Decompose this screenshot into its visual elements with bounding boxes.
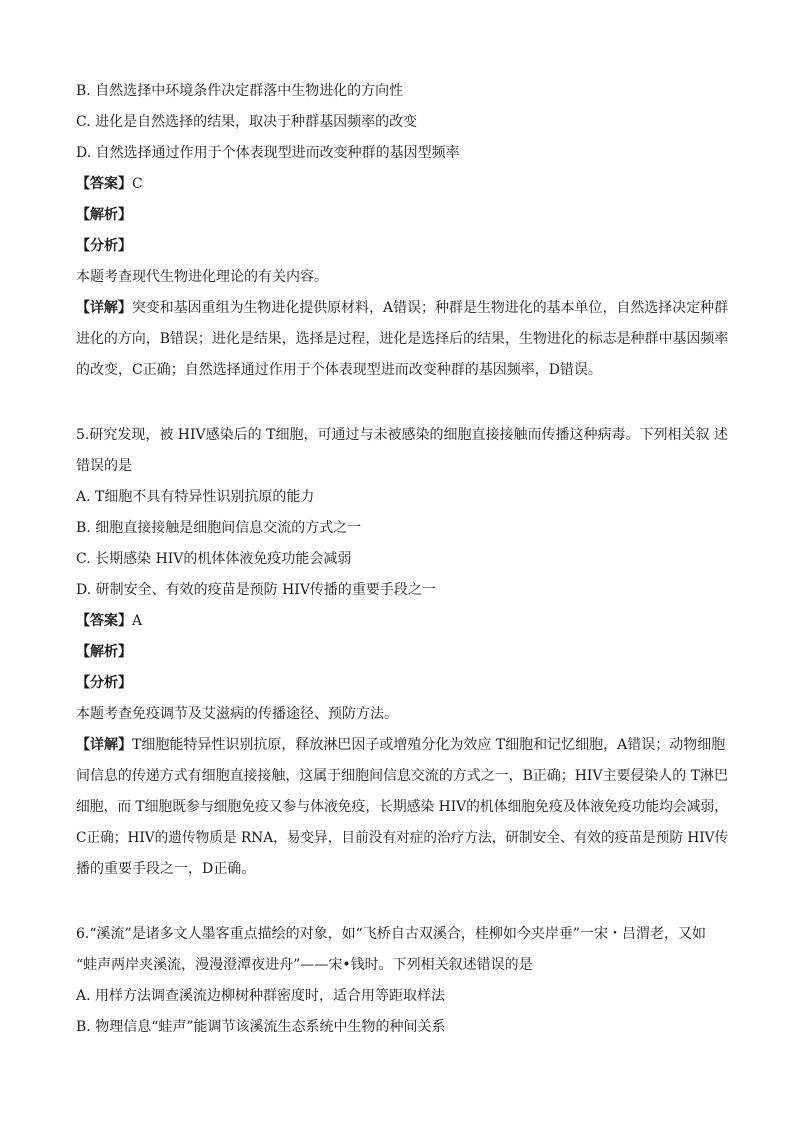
- answer-value: A: [132, 613, 143, 629]
- detail-label: 【详解】: [76, 300, 132, 316]
- q5-detail-line-2: 间信息的传递方式有细胞直接接触，这属于细胞间信息交流的方式之一，B正确；HIV主要侵染人的 T淋巴: [76, 768, 728, 784]
- q6-option-a: A. 用样方法调查溪流边柳树种群密度时，适合用等距取样法: [76, 988, 446, 1004]
- q5-jiexi-label: 【解析】: [76, 644, 132, 660]
- q4-option-d: D. 自然选择通过作用于个体表现型进而改变种群的基因型频率: [76, 145, 460, 161]
- q5-option-b: B. 细胞直接接触是细胞间信息交流的方式之一: [76, 520, 362, 536]
- answer-label: 【答案】: [76, 176, 132, 192]
- q5-detail-line-3: 细胞，而 T细胞既参与细胞免疫又参与体液免疫，长期感染 HIV的机体细胞免疫及体液免疫功能均会减弱，: [76, 799, 729, 815]
- answer-value: C: [132, 176, 143, 192]
- q5-option-a: A. T细胞不具有特异性识别抗原的能力: [76, 489, 315, 505]
- detail-label: 【详解】: [76, 737, 132, 753]
- q5-stem-line-1: 5.研究发现，被 HIV感染后的 T细胞，可通过与未被感染的细胞直接接触而传播这种病毒。下列相关叙 述: [76, 427, 728, 443]
- q5-stem-line-2: 错误的是: [76, 458, 132, 474]
- q6-stem-line-1: 6.“溪流”是诸多文人墨客重点描绘的对象，如“飞桥自古双溪合，桂柳如今夹岸垂”一宋・吕渭老，又如: [76, 926, 706, 942]
- q5-detail-line-5: 播的重要手段之一，D正确。: [76, 861, 256, 877]
- q6-stem-line-2: “蛙声两岸夹溪流，漫漫澄潭夜进舟”——宋•钱时。下列相关叙述错误的是: [76, 957, 533, 973]
- q5-fenxi-text: 本题考查免疫调节及艾滋病的传播途径、预防方法。: [76, 706, 398, 722]
- q4-detail-line-2: 进化的方向，B错误；进化是结果，选择是过程，进化是选择后的结果，生物进化的标志是种群中基因频率: [76, 331, 729, 347]
- q4-option-b: B. 自然选择中环境条件决定群落中生物进化的方向性: [76, 83, 404, 99]
- q4-jiexi-label: 【解析】: [76, 207, 132, 223]
- q5-answer: [76, 611, 728, 631]
- q5-option-c: C. 长期感染 HIV的机体体液免疫功能会减弱: [76, 551, 352, 567]
- answer-label: 【答案】: [76, 613, 132, 629]
- q6-option-b: B. 物理信息“蛙声”能调节该溪流生态系统中生物的种间关系: [76, 1019, 446, 1035]
- detail-text: T细胞能特异性识别抗原，释放淋巴因子或增殖分化为效应 T细胞和记忆细胞，A错误；动物细胞: [132, 737, 726, 753]
- q5-detail-line-4: C正确；HIV的遗传物质是 RNA，易变异，目前没有对症的治疗方法，研制安全、有效的疫苗是预防 HIV传: [76, 830, 729, 846]
- q5-fenxi-label: 【分析】: [76, 675, 132, 691]
- q4-option-c: C. 进化是自然选择的结果，取决于种群基因频率的改变: [76, 114, 418, 130]
- q4-fenxi-label: 【分析】: [76, 238, 132, 254]
- q4-fenxi-text: 本题考查现代生物进化理论的有关内容。: [76, 269, 328, 285]
- detail-text: 突变和基因重组为生物进化提供原材料，A错误；种群是生物进化的基本单位，自然选择决定种群: [131, 300, 729, 316]
- q4-answer: [76, 174, 728, 194]
- q4-detail-line-1: [76, 298, 729, 318]
- q4-detail-line-3: 的改变，C正确；自然选择通过作用于个体表现型进而改变种群的基因频率，D错误。: [76, 362, 602, 378]
- q5-detail-line-1: [76, 735, 728, 755]
- q5-option-d: D. 研制安全、有效的疫苗是预防 HIV传播的重要手段之一: [76, 582, 436, 598]
